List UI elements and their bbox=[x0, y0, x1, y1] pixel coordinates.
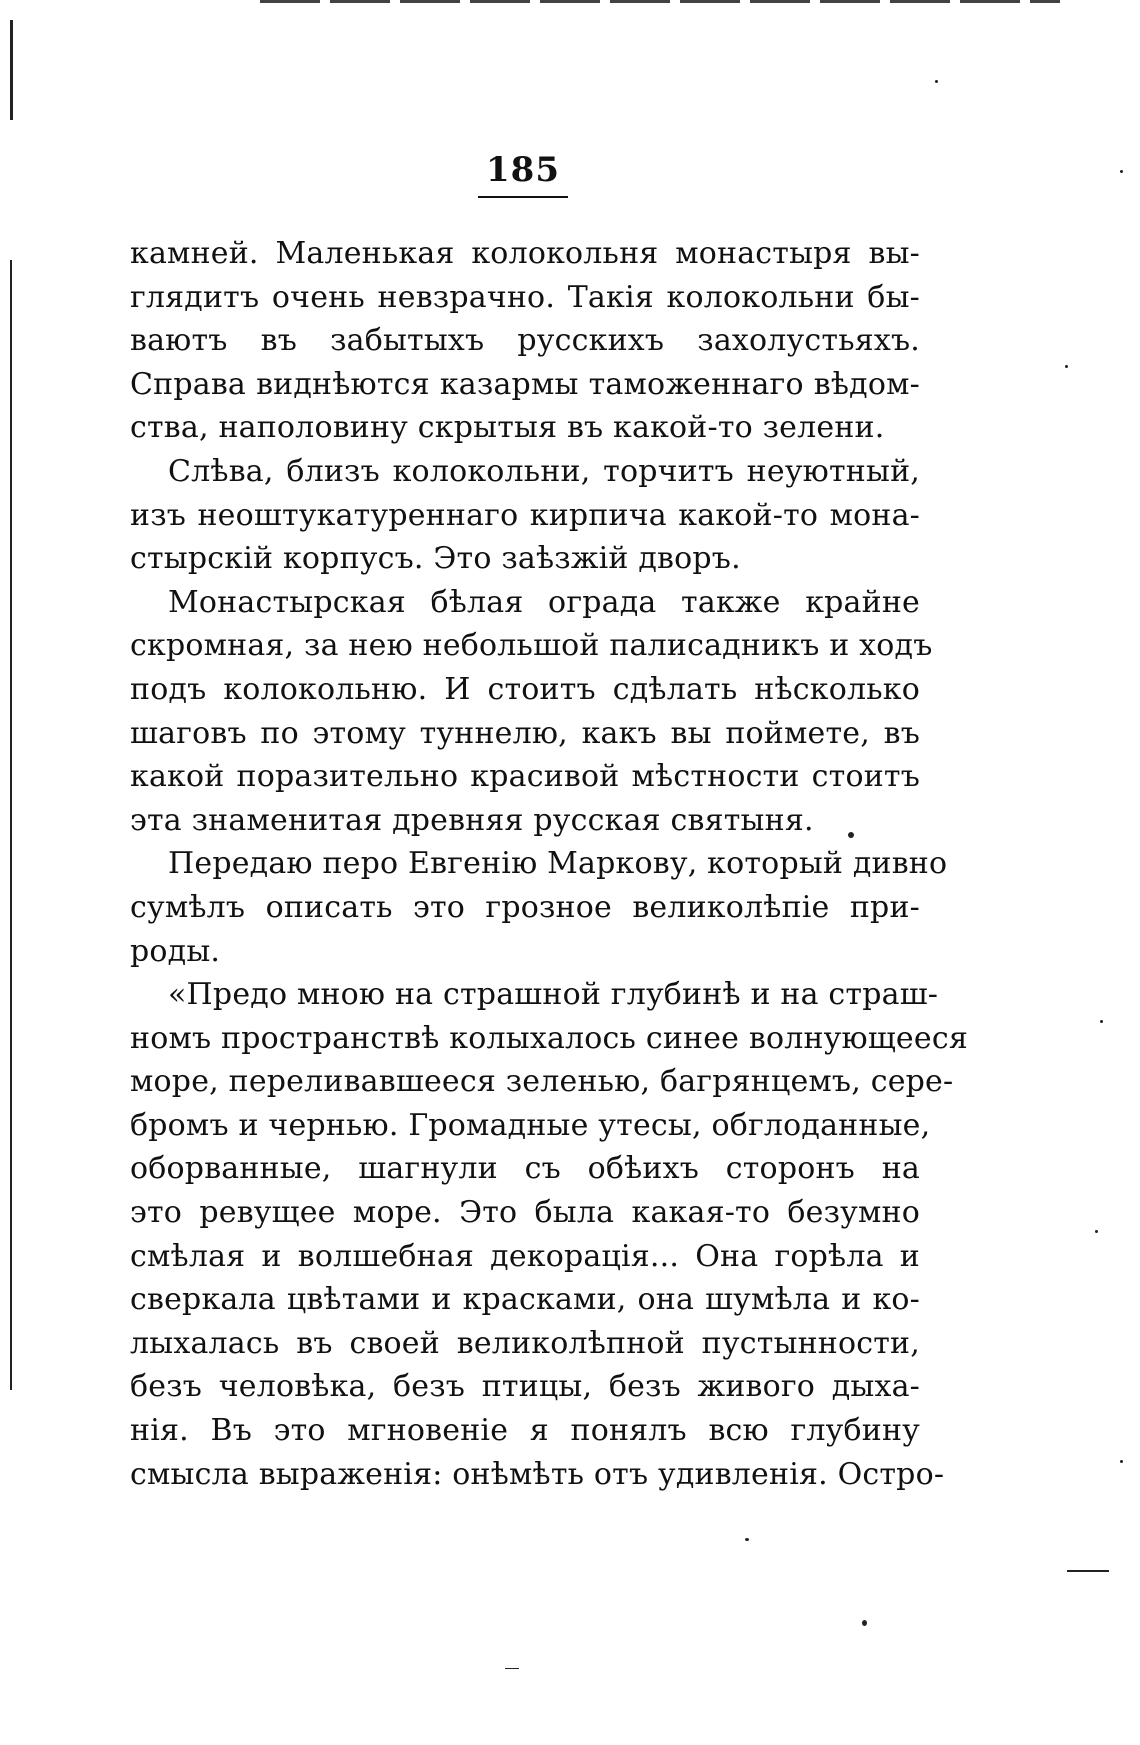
text-line: бромъ и чернью. Громадные утесы, обглоданные, bbox=[130, 1107, 931, 1143]
text-line: лыхалась въ своей великолѣпной пустынности, bbox=[130, 1325, 920, 1361]
top-border-line bbox=[260, 0, 1060, 3]
paragraph bbox=[130, 232, 920, 450]
text-line: сверкала цвѣтами и красками, она шумѣла и ко- bbox=[130, 1282, 920, 1318]
scan-speck bbox=[1120, 170, 1123, 173]
text-line: нія. Въ это мгновеніе я понялъ всю глубину bbox=[130, 1413, 920, 1449]
paragraph bbox=[130, 973, 968, 1496]
scan-speck bbox=[745, 1538, 749, 1541]
page-number: 185 bbox=[486, 150, 560, 190]
text-line: «Предо мною на страшной глубинѣ и на страш- bbox=[168, 977, 939, 1013]
text-line: сумѣлъ описать это грозное великолѣпіе при- bbox=[130, 889, 920, 925]
text-line: роды. bbox=[130, 933, 221, 969]
page-edge-mark bbox=[10, 20, 13, 120]
text-line: Передаю перо Евгенію Маркову, который дивно bbox=[168, 846, 948, 882]
scan-dash-mark bbox=[1067, 1570, 1109, 1572]
text-line: ства, наполовину скрытыя въ какой-то зелени. bbox=[130, 410, 885, 446]
paragraph bbox=[130, 581, 933, 843]
scan-dash-mark bbox=[505, 1668, 519, 1669]
text-line: изъ неоштукатуреннаго кирпича какой-то мона- bbox=[130, 497, 920, 533]
text-line: скромная, за нею небольшой палисадникъ и ходъ bbox=[130, 628, 933, 664]
text-line: смѣлая и волшебная декорація... Она горѣла и bbox=[130, 1238, 920, 1274]
text-line: эта знаменитая древняя русская святыня. bbox=[130, 802, 814, 838]
text-line: Монастырская бѣлая ограда также крайне bbox=[168, 584, 920, 620]
text-line: Справа виднѣются казармы таможеннаго вѣдом- bbox=[130, 366, 920, 402]
paragraph bbox=[130, 450, 920, 581]
text-line: подъ колокольню. И стоитъ сдѣлать нѣсколько bbox=[130, 671, 920, 707]
text-line: какой поразительно красивой мѣстности стоитъ bbox=[130, 759, 920, 795]
text-line: море, переливавшееся зеленью, багрянцемъ, сере- bbox=[130, 1064, 954, 1100]
text-line: Слѣва, близъ колокольни, торчитъ неуютный, bbox=[168, 453, 920, 489]
scan-speck bbox=[1065, 365, 1068, 368]
text-line: безъ человѣка, безъ птицы, безъ живого дыха- bbox=[130, 1369, 920, 1405]
scan-speck bbox=[848, 832, 854, 838]
scan-speck bbox=[862, 1620, 867, 1626]
scan-speck bbox=[1100, 1020, 1103, 1023]
page-number-rule bbox=[478, 196, 568, 198]
body-text bbox=[130, 232, 968, 1496]
text-line: стырскій корпусъ. Это заѣзжій дворъ. bbox=[130, 541, 741, 577]
scan-speck bbox=[935, 80, 938, 83]
text-line: смысла выраженія: онѣмѣть отъ удивленія. Остро- bbox=[130, 1456, 945, 1492]
text-line: оборванные, шагнули съ обѣихъ сторонъ на bbox=[130, 1151, 920, 1187]
text-line: шаговъ по этому туннелю, какъ вы поймете, въ bbox=[130, 715, 920, 751]
text-line: это ревущее море. Это была какая-то безумно bbox=[130, 1195, 920, 1231]
text-line: ваютъ въ забытыхъ русскихъ захолустьяхъ. bbox=[130, 323, 920, 359]
scan-speck bbox=[1120, 1460, 1123, 1463]
scan-speck bbox=[1095, 1230, 1098, 1233]
text-line: камней. Маленькая колокольня монастыря вы- bbox=[130, 236, 920, 271]
page-edge-mark bbox=[10, 260, 12, 1390]
text-line: глядитъ очень невзрачно. Такія колокольни бы- bbox=[130, 279, 920, 315]
paragraph bbox=[130, 842, 948, 973]
text-line: номъ пространствѣ колыхалось синее волнующееся bbox=[130, 1020, 968, 1056]
